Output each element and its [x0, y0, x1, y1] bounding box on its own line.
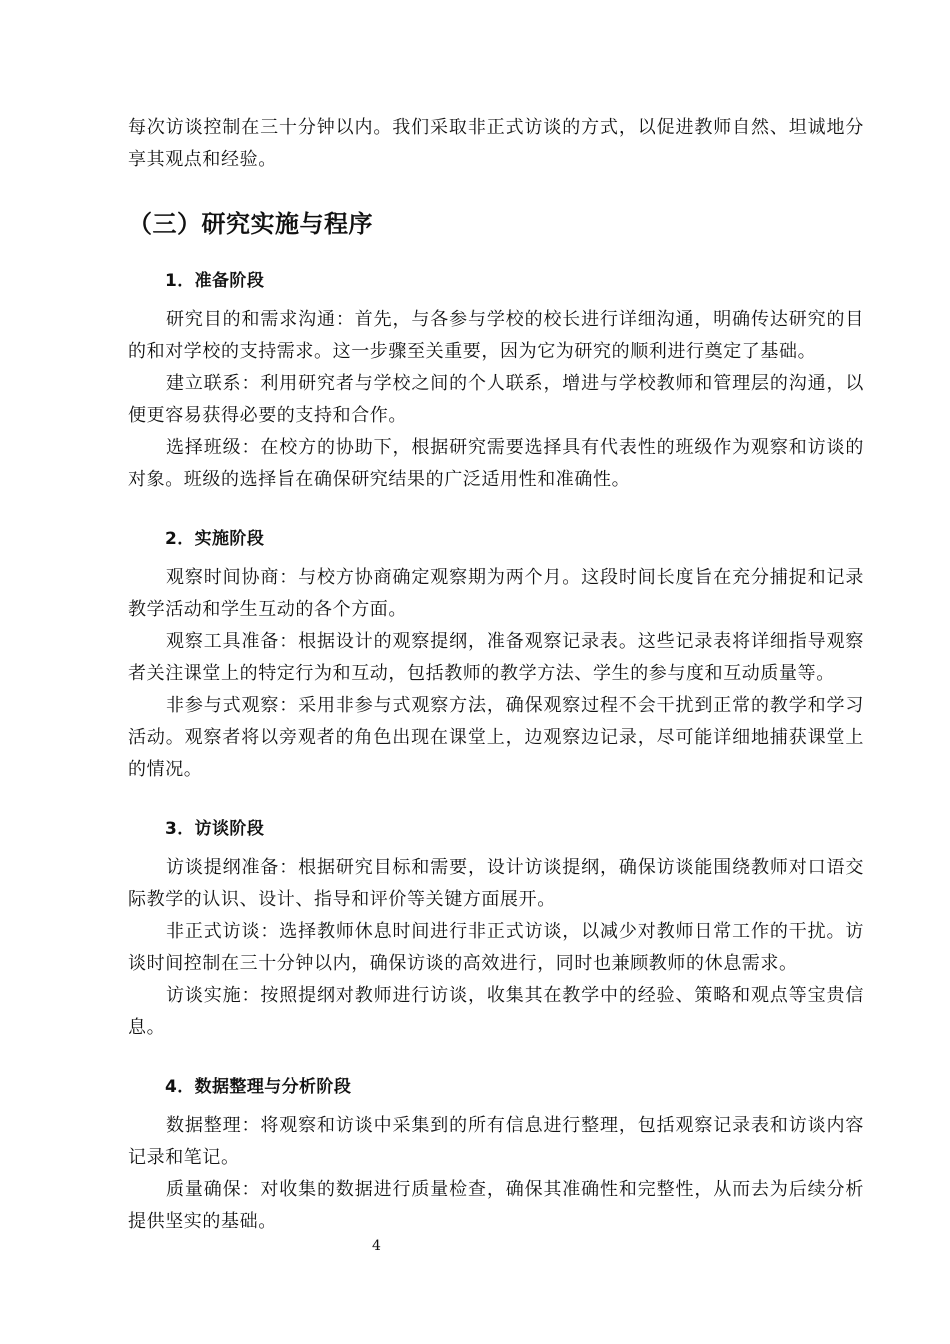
intro-paragraph: 每次访谈控制在三十分钟以内。我们采取非正式访谈的方式，以促进教师自然、坦诚地分享其观点和经验。 — [128, 117, 864, 170]
stage-2-body — [128, 562, 864, 786]
stage-1-body — [128, 304, 864, 496]
stage-2-paragraph-2: 观察工具准备：根据设计的观察提纲，准备观察记录表。这些记录表将详细指导观察者关注课堂上的特定行为和互动，包括教师的教学方法、学生的参与度和互动质量等。 — [128, 631, 864, 684]
stage-2-paragraph-3: 非参与式观察：采用非参与式观察方法，确保观察过程不会干扰到正常的教学和学习活动。观察者将以旁观者的角色出现在课堂上，边观察边记录，尽可能详细地捕获课堂上的情况。 — [128, 695, 864, 780]
stage-1-paragraph-3: 选择班级：在校方的协助下，根据研究需要选择具有代表性的班级作为观察和访谈的对象。班级的选择旨在确保研究结果的广泛适用性和准确性。 — [128, 437, 864, 490]
stage-1-paragraph-1: 研究目的和需求沟通：首先，与各参与学校的校长进行详细沟通，明确传达研究的目的和对学校的支持需求。这一步骤至关重要，因为它为研究的顺利进行奠定了基础。 — [128, 309, 864, 362]
stage-3-paragraph-2: 非正式访谈：选择教师休息时间进行非正式访谈，以减少对教师日常工作的干扰。访谈时间控制在三十分钟以内，确保访谈的高效进行，同时也兼顾教师的休息需求。 — [128, 921, 864, 974]
stage-2-paragraph-1: 观察时间协商：与校方协商确定观察期为两个月。这段时间长度旨在充分捕捉和记录教学活动和学生互动的各个方面。 — [128, 567, 864, 620]
stage-4-body — [128, 1110, 864, 1238]
stage-4-title: 4．数据整理与分析阶段 — [165, 1077, 352, 1097]
intro-block — [128, 112, 864, 176]
stage-1-paragraph-2: 建立联系：利用研究者与学校之间的个人联系，增进与学校教师和管理层的沟通，以便更容易获得必要的支持和合作。 — [128, 373, 864, 426]
stage-3-body — [128, 852, 864, 1044]
stage-4-paragraph-2: 质量确保：对收集的数据进行质量检查，确保其准确性和完整性，从而去为后续分析提供坚实的基础。 — [128, 1179, 864, 1232]
page-number: 4 — [372, 1238, 381, 1254]
stage-3-paragraph-1: 访谈提纲准备：根据研究目标和需要，设计访谈提纲，确保访谈能围绕教师对口语交际教学的认识、设计、指导和评价等关键方面展开。 — [128, 857, 864, 910]
section-title: （三）研究实施与程序 — [128, 210, 373, 238]
stage-2-title: 2．实施阶段 — [165, 529, 265, 549]
stage-4-paragraph-1: 数据整理：将观察和访谈中采集到的所有信息进行整理，包括观察记录表和访谈内容记录和笔记。 — [128, 1115, 864, 1168]
stage-3-title: 3．访谈阶段 — [165, 819, 265, 839]
stage-3-paragraph-3: 访谈实施：按照提纲对教师进行访谈，收集其在教学中的经验、策略和观点等宝贵信息。 — [128, 985, 864, 1038]
stage-1-title: 1．准备阶段 — [165, 271, 265, 291]
